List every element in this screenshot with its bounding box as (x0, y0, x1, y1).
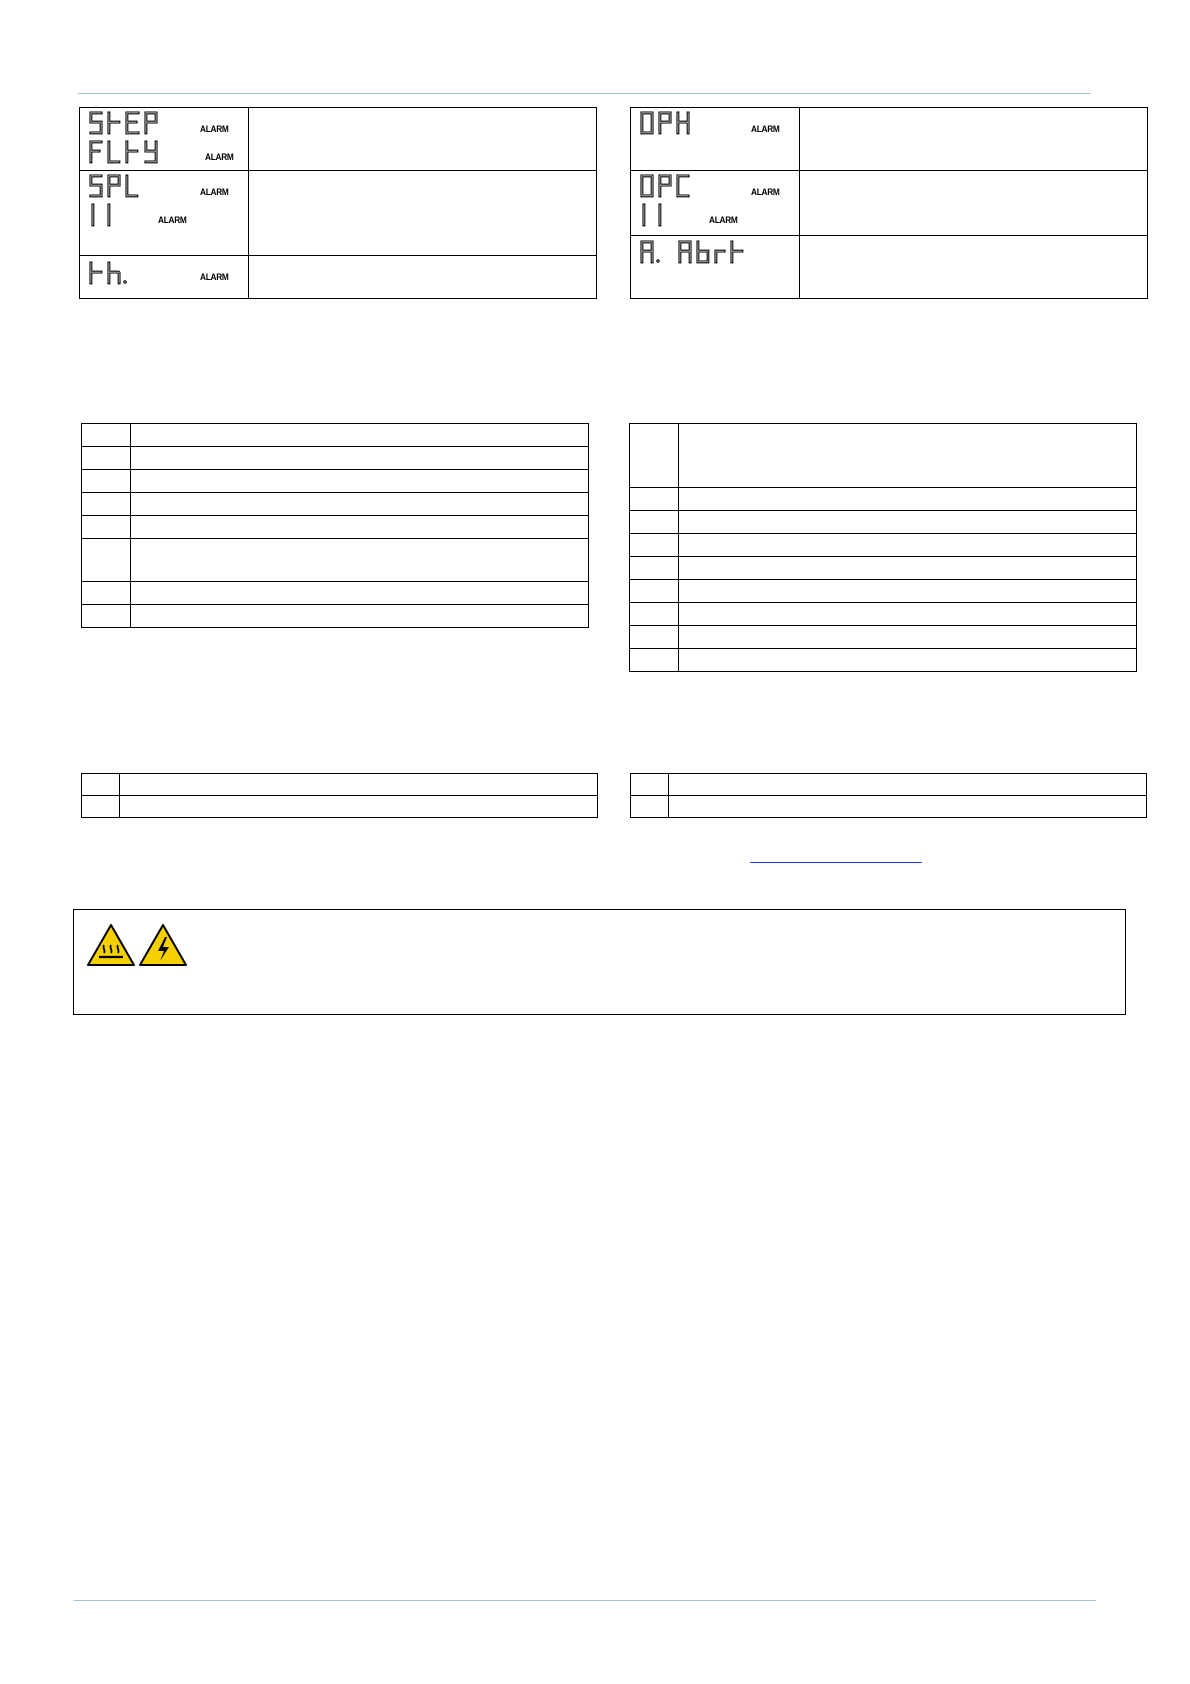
alarm-row (631, 108, 1148, 171)
lcd-display-line1 (88, 110, 168, 136)
header-rule (78, 93, 1091, 94)
lcd-display-line2 (88, 139, 168, 165)
alarm-row (80, 171, 597, 256)
description-cell (249, 256, 597, 299)
description-cell (249, 108, 597, 171)
hyperlink[interactable] (750, 862, 922, 863)
code-cell (82, 493, 131, 516)
table-row (82, 774, 598, 796)
table-row (82, 424, 589, 447)
lcd-display-cell (80, 256, 249, 299)
alarm-display-table-left (79, 107, 597, 299)
description-cell (249, 171, 597, 256)
description-cell (131, 470, 589, 493)
description-cell (669, 796, 1147, 818)
code-cell (630, 534, 679, 557)
table-row (82, 516, 589, 539)
code-cell (630, 649, 679, 672)
table-row (82, 796, 598, 818)
table-row (630, 649, 1137, 672)
table-row (630, 424, 1137, 488)
lcd-display-line1 (639, 110, 699, 136)
lcd-display-cell (631, 171, 800, 236)
description-cell (679, 580, 1137, 603)
description-cell (800, 236, 1148, 299)
alarm-row (631, 171, 1148, 236)
lcd-display-line1 (88, 173, 148, 199)
description-cell (800, 108, 1148, 171)
description-cell (131, 605, 589, 628)
lcd-display-cell (631, 108, 800, 171)
table-row (630, 511, 1137, 534)
code-table-left (81, 423, 589, 628)
code-cell (630, 424, 679, 488)
code-cell (82, 470, 131, 493)
hot-surface-warning-icon (86, 923, 136, 972)
description-cell (679, 557, 1137, 580)
table-row (631, 796, 1147, 818)
description-cell (800, 171, 1148, 236)
electrical-hazard-warning-icon (138, 923, 188, 972)
table-row (82, 493, 589, 516)
table-row (82, 582, 589, 605)
code-cell (630, 580, 679, 603)
description-cell (131, 539, 589, 582)
code-cell (630, 557, 679, 580)
table-row (82, 447, 589, 470)
description-cell (131, 493, 589, 516)
description-cell (131, 582, 589, 605)
code-cell (630, 626, 679, 649)
table-row (630, 557, 1137, 580)
safety-warning-box (73, 909, 1126, 1015)
code-cell (82, 424, 131, 447)
code-table-right (629, 423, 1137, 672)
table-row (630, 534, 1137, 557)
description-cell (679, 424, 1137, 488)
alarm-indicator: ALARM (751, 187, 780, 197)
alarm-display-table-right (630, 107, 1148, 299)
lcd-display-cell (80, 171, 249, 256)
footer-rule (74, 1600, 1096, 1601)
code-cell (630, 603, 679, 626)
alarm-row (80, 256, 597, 299)
code-cell (82, 774, 120, 796)
alarm-indicator: ALARM (751, 124, 780, 134)
table-row (82, 539, 589, 582)
description-cell (120, 796, 598, 818)
lcd-display-cell (631, 236, 800, 299)
code-cell (630, 488, 679, 511)
table-row (630, 603, 1137, 626)
description-cell (669, 774, 1147, 796)
code-cell (82, 447, 131, 470)
table-row (631, 774, 1147, 796)
code-cell (82, 605, 131, 628)
alarm-indicator: ALARM (200, 187, 229, 197)
small-table-right (630, 773, 1147, 818)
description-cell (131, 447, 589, 470)
alarm-indicator: ALARM (200, 124, 229, 134)
lcd-display-line2 (639, 202, 679, 228)
description-cell (679, 603, 1137, 626)
lcd-display-line1 (639, 239, 769, 265)
lcd-display-line1 (88, 260, 148, 286)
description-cell (679, 488, 1137, 511)
description-cell (131, 424, 589, 447)
alarm-indicator: ALARM (158, 215, 187, 225)
lcd-display-cell (80, 108, 249, 171)
code-cell (630, 511, 679, 534)
table-row (82, 470, 589, 493)
table-row (630, 580, 1137, 603)
alarm-indicator: ALARM (200, 272, 229, 282)
description-cell (679, 534, 1137, 557)
description-cell (120, 774, 598, 796)
table-row (82, 605, 589, 628)
description-cell (679, 511, 1137, 534)
code-cell (82, 539, 131, 582)
code-cell (631, 774, 669, 796)
small-table-left (81, 773, 598, 818)
description-cell (679, 626, 1137, 649)
code-cell (631, 796, 669, 818)
description-cell (131, 516, 589, 539)
alarm-row (80, 108, 597, 171)
alarm-row (631, 236, 1148, 299)
code-cell (82, 516, 131, 539)
code-cell (82, 796, 120, 818)
lcd-display-line1 (639, 173, 699, 199)
table-row (630, 488, 1137, 511)
lcd-display-line2 (88, 202, 128, 228)
alarm-indicator: ALARM (205, 152, 234, 162)
alarm-indicator: ALARM (709, 215, 738, 225)
code-cell (82, 582, 131, 605)
description-cell (679, 649, 1137, 672)
table-row (630, 626, 1137, 649)
